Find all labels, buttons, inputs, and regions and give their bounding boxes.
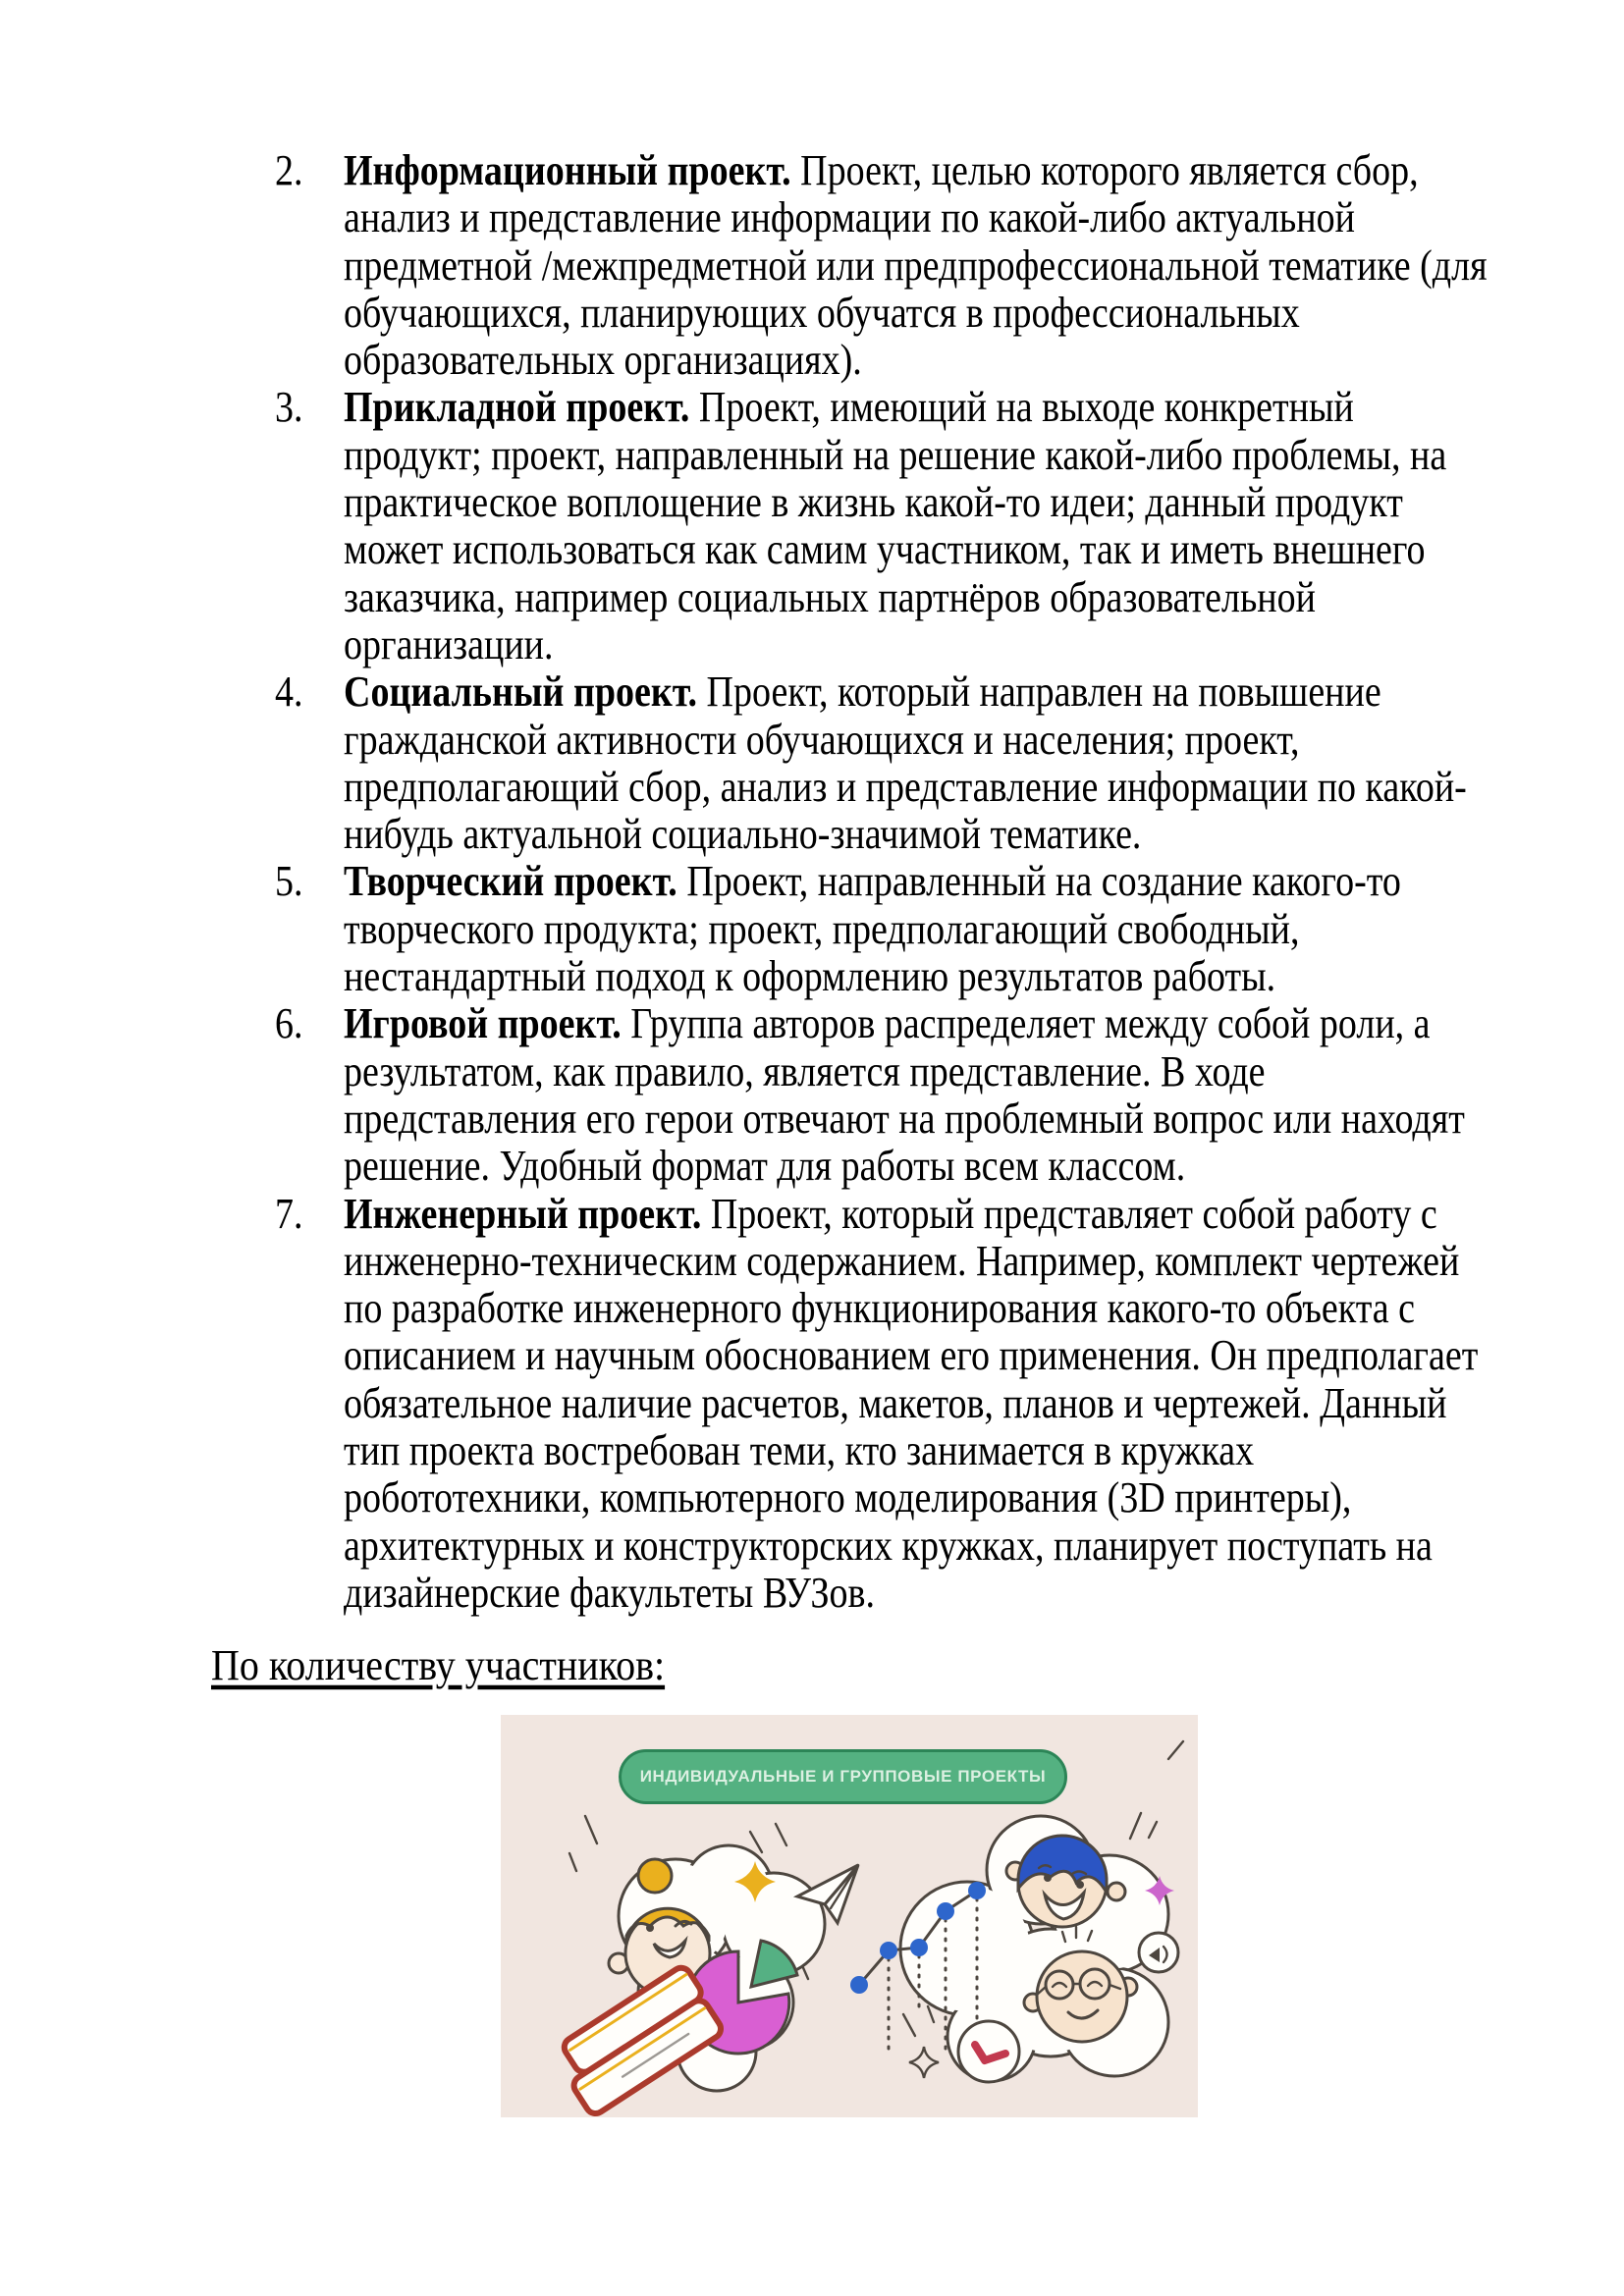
text-line: организации. <box>344 620 554 669</box>
item-number: 4. <box>275 667 303 717</box>
banner-label: ИНДИВИДУАЛЬНЫЕ И ГРУППОВЫЕ ПРОЕКТЫ <box>639 1767 1047 1786</box>
item-number: 2. <box>275 146 303 195</box>
text-line: архитектурных и конструкторских кружках, планирует поступать на <box>344 1522 1433 1571</box>
item-number: 6. <box>275 1000 303 1048</box>
text-line: практическое воплощение в жизнь какой-то идеи; данный продукт <box>344 478 1403 527</box>
text-line: дизайнерские факультеты ВУЗов. <box>344 1569 875 1618</box>
banner <box>619 1749 1067 1804</box>
text-line: может использоваться как самим участником, так и иметь внешнего <box>344 526 1426 574</box>
list-item <box>275 384 1447 670</box>
item-number: 7. <box>275 1190 303 1238</box>
list-item <box>275 667 1467 860</box>
list-item <box>275 860 1434 1002</box>
text-line: Социальный проект. Проект, который направлен на повышение <box>344 667 1381 717</box>
item-title: Информационный проект. <box>344 146 791 195</box>
item-number: 5. <box>275 858 303 906</box>
text-line: результатом, как правило, является представление. В ходе <box>344 1047 1266 1096</box>
item-title: Инженерный проект. <box>344 1190 702 1238</box>
text-line: образовательных организациях). <box>344 336 862 385</box>
text-line: нибудь актуальной социально-значимой тематике. <box>344 810 1142 859</box>
list-item <box>275 1190 1479 1620</box>
text-line: описанием и научным обоснованием его применения. Он предполагает <box>344 1332 1479 1380</box>
text-line: предметной /межпредметной или предпрофессиональной тематике (для <box>344 241 1488 291</box>
list-item <box>275 1000 1465 1192</box>
item-title: Творческий проект. <box>344 858 677 906</box>
text-line: заказчика, например социальных партнёров образовательной <box>344 573 1316 622</box>
list-item <box>275 146 1488 386</box>
text-line: предполагающий сбор, анализ и представление информации по какой- <box>344 763 1467 812</box>
text-line: инженерно-техническим содержанием. Например, комплект чертежей <box>344 1237 1460 1286</box>
text-line: анализ и представление информации по какой-либо актуальной <box>344 194 1355 242</box>
sparkle-icon <box>909 2047 939 2078</box>
item-number: 3. <box>275 384 303 432</box>
badge-icon <box>1139 1933 1178 1972</box>
text-line: Игровой проект. Группа авторов распределяет между собой роли, а <box>344 1000 1431 1048</box>
girl-eye <box>646 1924 654 1932</box>
girl-hair-bun <box>638 1859 672 1893</box>
text-line: нестандартный подход к оформлению результатов работы. <box>344 952 1276 1001</box>
project-type-list <box>275 146 1488 1619</box>
illustration <box>501 1715 1198 2117</box>
text-line: представления его герои отвечают на проблемный вопрос или находят <box>344 1095 1465 1144</box>
item-title: Игровой проект. <box>344 1000 622 1048</box>
text-line: по разработке инженерного функционирования какого-то объекта с <box>344 1284 1415 1333</box>
text-line: Инженерный проект. Проект, который представляет собой работу с <box>344 1190 1437 1238</box>
text-line: робототехники, компьютерного моделирования (3D принтеры), <box>344 1474 1352 1522</box>
text-line: решение. Удобный формат для работы всем классом. <box>344 1142 1186 1191</box>
boy-eye <box>1076 1881 1084 1889</box>
item-title: Социальный проект. <box>344 667 698 717</box>
text-line: Информационный проект. Проект, целью которого является сбор, <box>344 146 1419 195</box>
text-line: творческого продукта; проект, предполагающий свободный, <box>344 905 1300 954</box>
boy-eye <box>1044 1874 1052 1882</box>
boy-ear <box>1108 1883 1125 1900</box>
text-line: Творческий проект. Проект, направленный на создание какого-то <box>344 858 1401 906</box>
text-line: продукт; проект, направленный на решение какой-либо проблемы, на <box>344 431 1447 480</box>
text-line: обучающихся, планирующих обучатся в профессиональных <box>344 289 1300 338</box>
clock-icon <box>958 2021 1019 2082</box>
item-title: Прикладной проект. <box>344 384 690 432</box>
text-line: обязательное наличие расчетов, макетов, планов и чертежей. Данный <box>344 1379 1447 1428</box>
text-line: тип проекта востребован теми, кто занимается в кружках <box>344 1426 1255 1475</box>
text-line: Прикладной проект. Проект, имеющий на выходе конкретный <box>344 384 1354 432</box>
text-line: гражданской активности обучающихся и населения; проект, <box>344 716 1300 765</box>
section-heading: По количеству участников: <box>211 1639 666 1690</box>
